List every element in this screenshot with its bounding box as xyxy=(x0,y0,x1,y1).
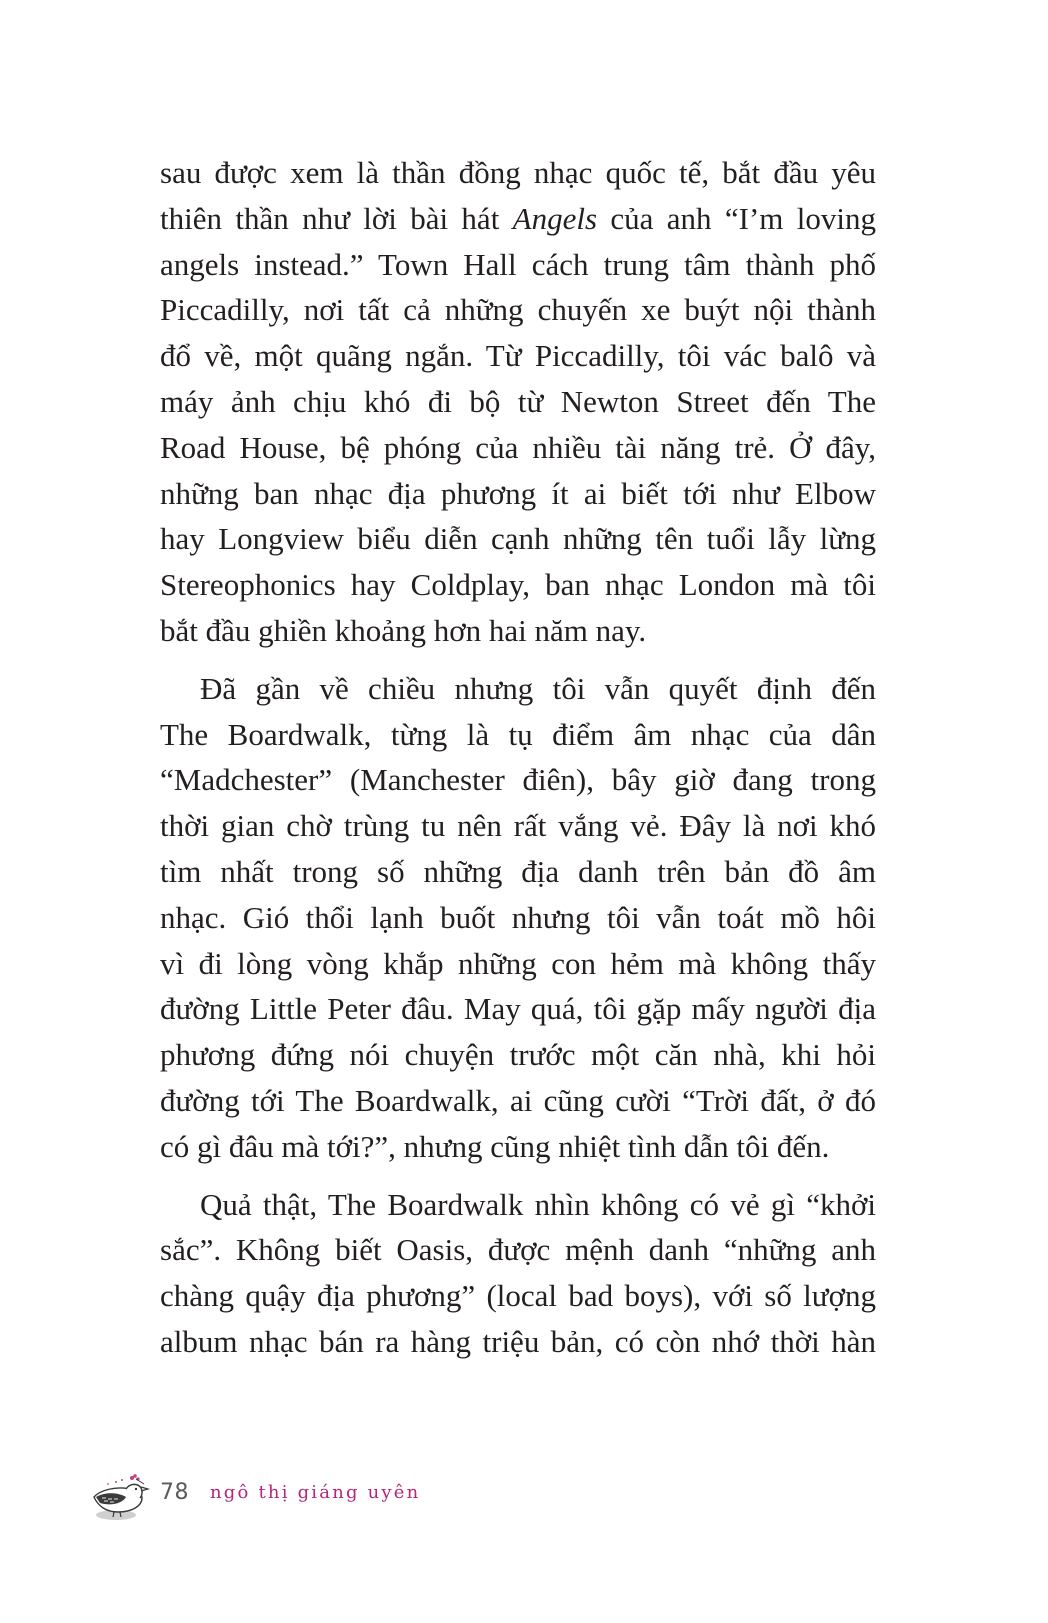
page-footer xyxy=(86,1470,486,1530)
text-line: thiên thần như lời bài hát Angels của anh “I’m loving xyxy=(160,200,876,236)
paragraph xyxy=(160,150,876,654)
text-line: sắc”. Không biết Oasis, được mệnh danh “những anh xyxy=(160,1232,876,1268)
text-line: Road House, bệ phóng của nhiều tài năng trẻ. Ở đây, xyxy=(160,429,876,465)
paragraph xyxy=(160,1182,876,1365)
text-line: Stereophonics hay Coldplay, ban nhạc London mà tôi xyxy=(160,567,876,603)
text-line: album nhạc bán ra hàng triệu bản, có còn nhớ thời hàn xyxy=(160,1323,876,1359)
paragraph xyxy=(160,666,876,1170)
text-line: sau được xem là thần đồng nhạc quốc tế, bắt đầu yêu xyxy=(160,155,876,190)
author-name: ngô thị giáng uyên xyxy=(210,1482,421,1503)
text-line: đường tới The Boardwalk, ai cũng cười “Trời đất, ở đó xyxy=(160,1082,876,1118)
text-line: đổ về, một quãng ngắn. Từ Piccadilly, tôi vác balô và xyxy=(160,338,876,374)
text-line: Đã gần về chiều nhưng tôi vẫn quyết định đến xyxy=(200,670,876,706)
text-line: nhạc. Gió thổi lạnh buốt nhưng tôi vẫn toát mồ hôi xyxy=(160,899,876,935)
text-line: Piccadilly, nơi tất cả những chuyến xe buýt nội thành xyxy=(160,292,876,328)
text-line: thời gian chờ trùng tu nên rất vắng vẻ. Đây là nơi khó xyxy=(160,808,876,844)
text-line: chàng quậy địa phương” (local bad boys), với số lượng xyxy=(160,1278,876,1314)
text-line: đường Little Peter đâu. May quá, tôi gặp mấy người địa xyxy=(160,991,876,1027)
italic-title: Angels xyxy=(512,200,598,236)
text-line: vì đi lòng vòng khắp những con hẻm mà không thấy xyxy=(160,945,876,981)
bird-icon xyxy=(86,1470,156,1526)
text-line: có gì đâu mà tới?”, nhưng cũng nhiệt tình dẫn tôi đến. xyxy=(160,1128,830,1164)
text-line: những ban nhạc địa phương ít ai biết tới như Elbow xyxy=(160,475,876,511)
text-line: angels instead.” Town Hall cách trung tâm thành phố xyxy=(160,246,876,282)
text-line: Quả thật, The Boardwalk nhìn không có vẻ gì “khởi xyxy=(200,1186,876,1222)
text-line: bắt đầu ghiền khoảng hơn hai năm nay. xyxy=(160,612,647,648)
text-line: máy ảnh chịu khó đi bộ từ Newton Street đến The xyxy=(160,383,876,419)
body-text xyxy=(160,150,876,1377)
page-number: 78 xyxy=(160,1480,189,1505)
text-line: phương đứng nói chuyện trước một căn nhà, khi hỏi xyxy=(160,1037,876,1073)
text-line: hay Longview biểu diễn cạnh những tên tuổi lẫy lừng xyxy=(160,521,876,557)
text-line: The Boardwalk, từng là tụ điểm âm nhạc của dân xyxy=(160,716,876,752)
text-line: tìm nhất trong số những địa danh trên bản đồ âm xyxy=(160,853,876,889)
text-line: “Madchester” (Manchester điên), bây giờ đang trong xyxy=(160,762,876,798)
